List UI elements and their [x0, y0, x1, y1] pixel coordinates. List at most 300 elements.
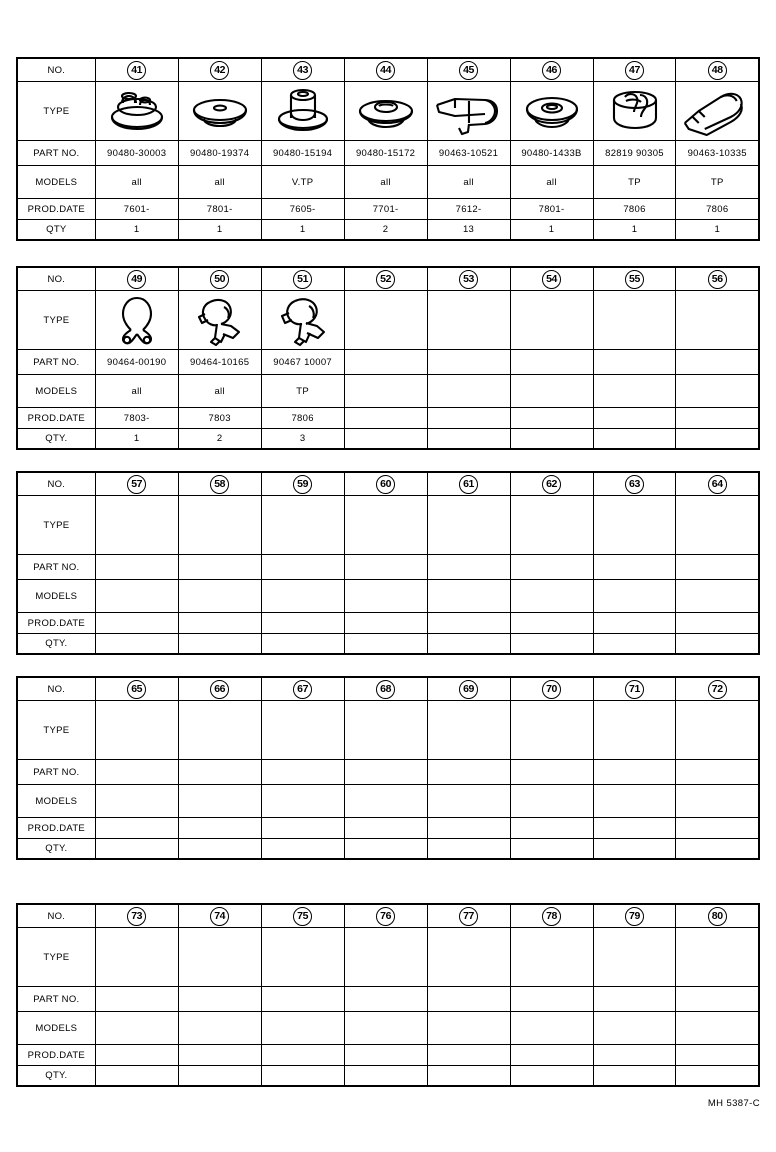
models-cell: all — [427, 166, 510, 199]
number-circle-badge: 45 — [459, 61, 478, 80]
prod-date-cell — [344, 818, 427, 839]
row-label-no: NO. — [17, 472, 95, 496]
item-number-65 — [95, 677, 178, 701]
qty-cell: 2 — [344, 220, 427, 241]
part-illustration-empty — [178, 701, 261, 760]
models-cell — [676, 785, 759, 818]
table-row-no — [17, 267, 759, 291]
part-no-cell — [510, 555, 593, 580]
table-row-models — [17, 375, 759, 408]
number-circle-badge: 80 — [708, 907, 727, 926]
prod-date-cell: 7801- — [510, 199, 593, 220]
part-illustration-empty — [261, 701, 344, 760]
models-cell — [593, 375, 676, 408]
prod-date-cell — [510, 1045, 593, 1066]
qty-cell — [178, 839, 261, 860]
number-circle-badge: 70 — [542, 680, 561, 699]
item-number-46 — [510, 58, 593, 82]
part-no-cell — [95, 987, 178, 1012]
number-circle-badge: 75 — [293, 907, 312, 926]
number-circle-badge: 57 — [127, 475, 146, 494]
part-no-cell: 90467 10007 — [261, 350, 344, 375]
prod-date-cell — [676, 1045, 759, 1066]
row-label-part_no: PART NO. — [17, 141, 95, 166]
grommet-plug-multi-stud-icon — [96, 83, 178, 139]
number-circle-badge: 73 — [127, 907, 146, 926]
number-circle-badge: 77 — [459, 907, 478, 926]
row-label-icon: TYPE — [17, 928, 95, 987]
models-cell — [427, 785, 510, 818]
part-no-cell — [344, 987, 427, 1012]
row-label-no: NO. — [17, 677, 95, 701]
item-number-51 — [261, 267, 344, 291]
part-no-cell — [593, 555, 676, 580]
table-row-prod_date — [17, 818, 759, 839]
qty-cell: 1 — [593, 220, 676, 241]
prod-date-cell: 7803- — [95, 408, 178, 429]
grommet-domed-disc-icon — [345, 83, 427, 139]
item-number-49 — [95, 267, 178, 291]
part-illustration-empty — [427, 701, 510, 760]
item-number-74 — [178, 904, 261, 928]
row-label-qty: QTY. — [17, 1066, 95, 1087]
models-cell — [344, 1012, 427, 1045]
clamp-strap-angled-icon — [428, 83, 510, 139]
row-label-icon: TYPE — [17, 291, 95, 350]
item-number-61 — [427, 472, 510, 496]
part-no-cell: 90480-15194 — [261, 141, 344, 166]
row-label-qty: QTY. — [17, 839, 95, 860]
number-circle-badge: 51 — [293, 270, 312, 289]
prod-date-cell — [427, 818, 510, 839]
part-no-cell — [593, 987, 676, 1012]
qty-cell — [178, 1066, 261, 1087]
prod-date-cell — [510, 613, 593, 634]
number-circle-badge: 61 — [459, 475, 478, 494]
part-illustration-clamp-curved-band — [676, 82, 759, 141]
parts-table-table-73-80 — [16, 903, 760, 1087]
models-cell — [593, 580, 676, 613]
table-row-models — [17, 1012, 759, 1045]
item-number-80 — [676, 904, 759, 928]
prod-date-cell: 7806 — [593, 199, 676, 220]
qty-cell — [593, 1066, 676, 1087]
table-row-prod_date — [17, 199, 759, 220]
table-row-part_no — [17, 555, 759, 580]
prod-date-cell — [593, 408, 676, 429]
models-cell — [261, 1012, 344, 1045]
item-number-53 — [427, 267, 510, 291]
number-circle-badge: 56 — [708, 270, 727, 289]
row-label-prod_date: PROD.DATE — [17, 818, 95, 839]
prod-date-cell: 7601- — [95, 199, 178, 220]
prod-date-cell: 7806 — [676, 199, 759, 220]
row-label-prod_date: PROD.DATE — [17, 199, 95, 220]
models-cell: all — [95, 375, 178, 408]
prod-date-cell: 7701- — [344, 199, 427, 220]
qty-cell — [593, 634, 676, 655]
prod-date-cell: 7806 — [261, 408, 344, 429]
table-row-no — [17, 904, 759, 928]
prod-date-cell — [178, 1045, 261, 1066]
item-number-69 — [427, 677, 510, 701]
qty-cell — [676, 634, 759, 655]
prod-date-cell — [676, 408, 759, 429]
part-illustration-empty — [344, 496, 427, 555]
part-no-cell: 90463-10521 — [427, 141, 510, 166]
grommet-tall-cylinder-icon — [262, 83, 344, 139]
part-illustration-empty — [510, 291, 593, 350]
item-number-56 — [676, 267, 759, 291]
models-cell: all — [178, 166, 261, 199]
item-number-59 — [261, 472, 344, 496]
number-circle-badge: 74 — [210, 907, 229, 926]
part-illustration-empty — [593, 928, 676, 987]
qty-cell — [510, 429, 593, 450]
models-cell — [676, 375, 759, 408]
parts-table-table-41-48 — [16, 57, 760, 241]
part-illustration-clamp-strap-angled — [427, 82, 510, 141]
models-cell: TP — [593, 166, 676, 199]
models-cell — [676, 580, 759, 613]
part-no-cell — [427, 760, 510, 785]
part-illustration-empty — [95, 928, 178, 987]
qty-cell — [676, 429, 759, 450]
part-illustration-empty — [261, 928, 344, 987]
number-circle-badge: 55 — [625, 270, 644, 289]
qty-cell — [95, 634, 178, 655]
qty-cell — [593, 429, 676, 450]
part-illustration-empty — [676, 928, 759, 987]
number-circle-badge: 60 — [376, 475, 395, 494]
number-circle-badge: 76 — [376, 907, 395, 926]
qty-cell — [427, 839, 510, 860]
part-no-cell — [676, 760, 759, 785]
part-illustration-empty — [344, 291, 427, 350]
prod-date-cell — [261, 613, 344, 634]
part-illustration-empty — [593, 701, 676, 760]
qty-cell — [427, 1066, 510, 1087]
part-illustration-empty — [510, 496, 593, 555]
part-no-cell — [261, 760, 344, 785]
part-illustration-empty — [676, 701, 759, 760]
table-row-part_no — [17, 350, 759, 375]
qty-cell: 13 — [427, 220, 510, 241]
part-no-cell — [261, 987, 344, 1012]
models-cell — [510, 785, 593, 818]
item-number-55 — [593, 267, 676, 291]
qty-cell — [510, 1066, 593, 1087]
parts-table-table-57-64 — [16, 471, 760, 655]
part-no-cell — [676, 350, 759, 375]
qty-cell — [593, 839, 676, 860]
prod-date-cell — [178, 818, 261, 839]
part-no-cell: 90464-00190 — [95, 350, 178, 375]
part-no-cell — [178, 555, 261, 580]
item-number-42 — [178, 58, 261, 82]
part-no-cell: 90464-10165 — [178, 350, 261, 375]
part-no-cell: 90480-15172 — [344, 141, 427, 166]
qty-cell — [261, 634, 344, 655]
row-label-models: MODELS — [17, 166, 95, 199]
models-cell — [344, 375, 427, 408]
number-circle-badge: 63 — [625, 475, 644, 494]
part-illustration-grommet-domed-disc — [344, 82, 427, 141]
models-cell: all — [178, 375, 261, 408]
row-label-prod_date: PROD.DATE — [17, 613, 95, 634]
row-label-prod_date: PROD.DATE — [17, 408, 95, 429]
prod-date-cell — [95, 1045, 178, 1066]
row-label-qty: QTY. — [17, 634, 95, 655]
prod-date-cell: 7801- — [178, 199, 261, 220]
models-cell — [510, 1012, 593, 1045]
models-cell — [95, 1012, 178, 1045]
models-cell — [95, 785, 178, 818]
part-no-cell: 82819 90305 — [593, 141, 676, 166]
number-circle-badge: 41 — [127, 61, 146, 80]
part-illustration-grommet-plug-multi-stud — [95, 82, 178, 141]
models-cell — [427, 375, 510, 408]
prod-date-cell — [427, 408, 510, 429]
part-no-cell: 90463-10335 — [676, 141, 759, 166]
row-label-no: NO. — [17, 58, 95, 82]
qty-cell — [178, 634, 261, 655]
prod-date-cell — [593, 818, 676, 839]
item-number-78 — [510, 904, 593, 928]
clip-hose-bracket-alt-icon — [262, 292, 344, 348]
qty-cell — [261, 1066, 344, 1087]
row-label-part_no: PART NO. — [17, 987, 95, 1012]
table-row-qty — [17, 839, 759, 860]
number-circle-badge: 65 — [127, 680, 146, 699]
part-no-cell — [427, 987, 510, 1012]
number-circle-badge: 64 — [708, 475, 727, 494]
row-label-icon: TYPE — [17, 701, 95, 760]
row-label-part_no: PART NO. — [17, 350, 95, 375]
item-number-75 — [261, 904, 344, 928]
qty-cell — [344, 839, 427, 860]
part-no-cell — [344, 555, 427, 580]
item-number-54 — [510, 267, 593, 291]
part-illustration-clip-hose-bracket-alt — [261, 291, 344, 350]
item-number-77 — [427, 904, 510, 928]
item-number-44 — [344, 58, 427, 82]
table-row-part_no — [17, 141, 759, 166]
item-number-71 — [593, 677, 676, 701]
part-no-cell — [510, 350, 593, 375]
number-circle-badge: 54 — [542, 270, 561, 289]
part-no-cell — [427, 350, 510, 375]
part-no-cell — [593, 350, 676, 375]
models-cell: TP — [261, 375, 344, 408]
row-label-qty: QTY — [17, 220, 95, 241]
row-label-icon: TYPE — [17, 496, 95, 555]
qty-cell: 2 — [178, 429, 261, 450]
part-no-cell — [676, 555, 759, 580]
part-no-cell — [676, 987, 759, 1012]
table-row-qty — [17, 220, 759, 241]
item-number-64 — [676, 472, 759, 496]
prod-date-cell — [261, 818, 344, 839]
table-row-icon — [17, 291, 759, 350]
prod-date-cell — [510, 408, 593, 429]
part-no-cell: 90480-30003 — [95, 141, 178, 166]
grommet-flat-disc-icon — [179, 83, 261, 139]
part-illustration-empty — [510, 928, 593, 987]
item-number-57 — [95, 472, 178, 496]
prod-date-cell — [510, 818, 593, 839]
qty-cell — [95, 839, 178, 860]
models-cell — [510, 580, 593, 613]
part-illustration-empty — [427, 496, 510, 555]
item-number-72 — [676, 677, 759, 701]
models-cell — [95, 580, 178, 613]
part-no-cell — [178, 760, 261, 785]
item-number-70 — [510, 677, 593, 701]
number-circle-badge: 49 — [127, 270, 146, 289]
table-row-no — [17, 472, 759, 496]
row-label-icon: TYPE — [17, 82, 95, 141]
models-cell — [593, 785, 676, 818]
item-number-45 — [427, 58, 510, 82]
row-label-no: NO. — [17, 904, 95, 928]
part-illustration-empty — [676, 496, 759, 555]
prod-date-cell — [427, 1045, 510, 1066]
number-circle-badge: 72 — [708, 680, 727, 699]
part-no-cell — [178, 987, 261, 1012]
models-cell: V.TP — [261, 166, 344, 199]
qty-cell: 1 — [261, 220, 344, 241]
item-number-66 — [178, 677, 261, 701]
part-illustration-grommet-tall-cylinder — [261, 82, 344, 141]
number-circle-badge: 67 — [293, 680, 312, 699]
qty-cell — [261, 839, 344, 860]
number-circle-badge: 47 — [625, 61, 644, 80]
table-row-models — [17, 166, 759, 199]
table-row-icon — [17, 82, 759, 141]
number-circle-badge: 46 — [542, 61, 561, 80]
qty-cell — [676, 1066, 759, 1087]
item-number-76 — [344, 904, 427, 928]
grommet-cup-hook-icon — [594, 83, 676, 139]
number-circle-badge: 59 — [293, 475, 312, 494]
item-number-48 — [676, 58, 759, 82]
table-row-prod_date — [17, 613, 759, 634]
models-cell — [178, 1012, 261, 1045]
number-circle-badge: 43 — [293, 61, 312, 80]
footer-document-code: MH 5387-C — [707, 1098, 760, 1109]
table-row-prod_date — [17, 408, 759, 429]
item-number-73 — [95, 904, 178, 928]
number-circle-badge: 69 — [459, 680, 478, 699]
item-number-79 — [593, 904, 676, 928]
part-no-cell: 90480-19374 — [178, 141, 261, 166]
row-label-models: MODELS — [17, 1012, 95, 1045]
models-cell: all — [510, 166, 593, 199]
table-row-qty — [17, 1066, 759, 1087]
number-circle-badge: 53 — [459, 270, 478, 289]
prod-date-cell — [344, 613, 427, 634]
prod-date-cell — [593, 613, 676, 634]
parts-table-table-65-72 — [16, 676, 760, 860]
table-row-icon — [17, 928, 759, 987]
models-cell — [178, 580, 261, 613]
qty-cell: 1 — [95, 220, 178, 241]
item-number-52 — [344, 267, 427, 291]
table-row-icon — [17, 701, 759, 760]
part-illustration-empty — [593, 496, 676, 555]
clip-hose-bracket-icon — [179, 292, 261, 348]
models-cell — [427, 1012, 510, 1045]
row-label-part_no: PART NO. — [17, 760, 95, 785]
qty-cell — [427, 429, 510, 450]
number-circle-badge: 50 — [210, 270, 229, 289]
models-cell — [427, 580, 510, 613]
part-no-cell — [427, 555, 510, 580]
parts-table-table-49-56 — [16, 266, 760, 450]
models-cell — [593, 1012, 676, 1045]
prod-date-cell — [427, 613, 510, 634]
qty-cell — [344, 634, 427, 655]
prod-date-cell: 7803 — [178, 408, 261, 429]
item-number-63 — [593, 472, 676, 496]
row-label-models: MODELS — [17, 785, 95, 818]
part-no-cell — [261, 555, 344, 580]
prod-date-cell: 7605- — [261, 199, 344, 220]
item-number-41 — [95, 58, 178, 82]
row-label-models: MODELS — [17, 375, 95, 408]
qty-cell — [676, 839, 759, 860]
qty-cell: 1 — [95, 429, 178, 450]
part-no-cell — [95, 760, 178, 785]
item-number-43 — [261, 58, 344, 82]
table-row-no — [17, 58, 759, 82]
prod-date-cell — [676, 613, 759, 634]
models-cell: all — [95, 166, 178, 199]
part-illustration-empty — [95, 701, 178, 760]
part-illustration-empty — [95, 496, 178, 555]
row-label-no: NO. — [17, 267, 95, 291]
part-illustration-empty — [593, 291, 676, 350]
part-illustration-grommet-ring-washer — [510, 82, 593, 141]
part-illustration-empty — [344, 928, 427, 987]
number-circle-badge: 42 — [210, 61, 229, 80]
models-cell — [344, 785, 427, 818]
prod-date-cell — [344, 408, 427, 429]
qty-cell — [427, 634, 510, 655]
qty-cell — [344, 429, 427, 450]
table-row-models — [17, 580, 759, 613]
clip-wire-loop-icon — [96, 292, 178, 348]
part-no-cell — [510, 987, 593, 1012]
row-label-qty: QTY. — [17, 429, 95, 450]
item-number-47 — [593, 58, 676, 82]
table-row-models — [17, 785, 759, 818]
number-circle-badge: 48 — [708, 61, 727, 80]
number-circle-badge: 44 — [376, 61, 395, 80]
item-number-62 — [510, 472, 593, 496]
part-illustration-empty — [261, 496, 344, 555]
part-illustration-empty — [510, 701, 593, 760]
prod-date-cell — [261, 1045, 344, 1066]
part-illustration-clip-hose-bracket — [178, 291, 261, 350]
table-row-qty — [17, 634, 759, 655]
prod-date-cell — [344, 1045, 427, 1066]
prod-date-cell — [593, 1045, 676, 1066]
part-illustration-empty — [178, 496, 261, 555]
prod-date-cell — [95, 613, 178, 634]
qty-cell: 1 — [178, 220, 261, 241]
